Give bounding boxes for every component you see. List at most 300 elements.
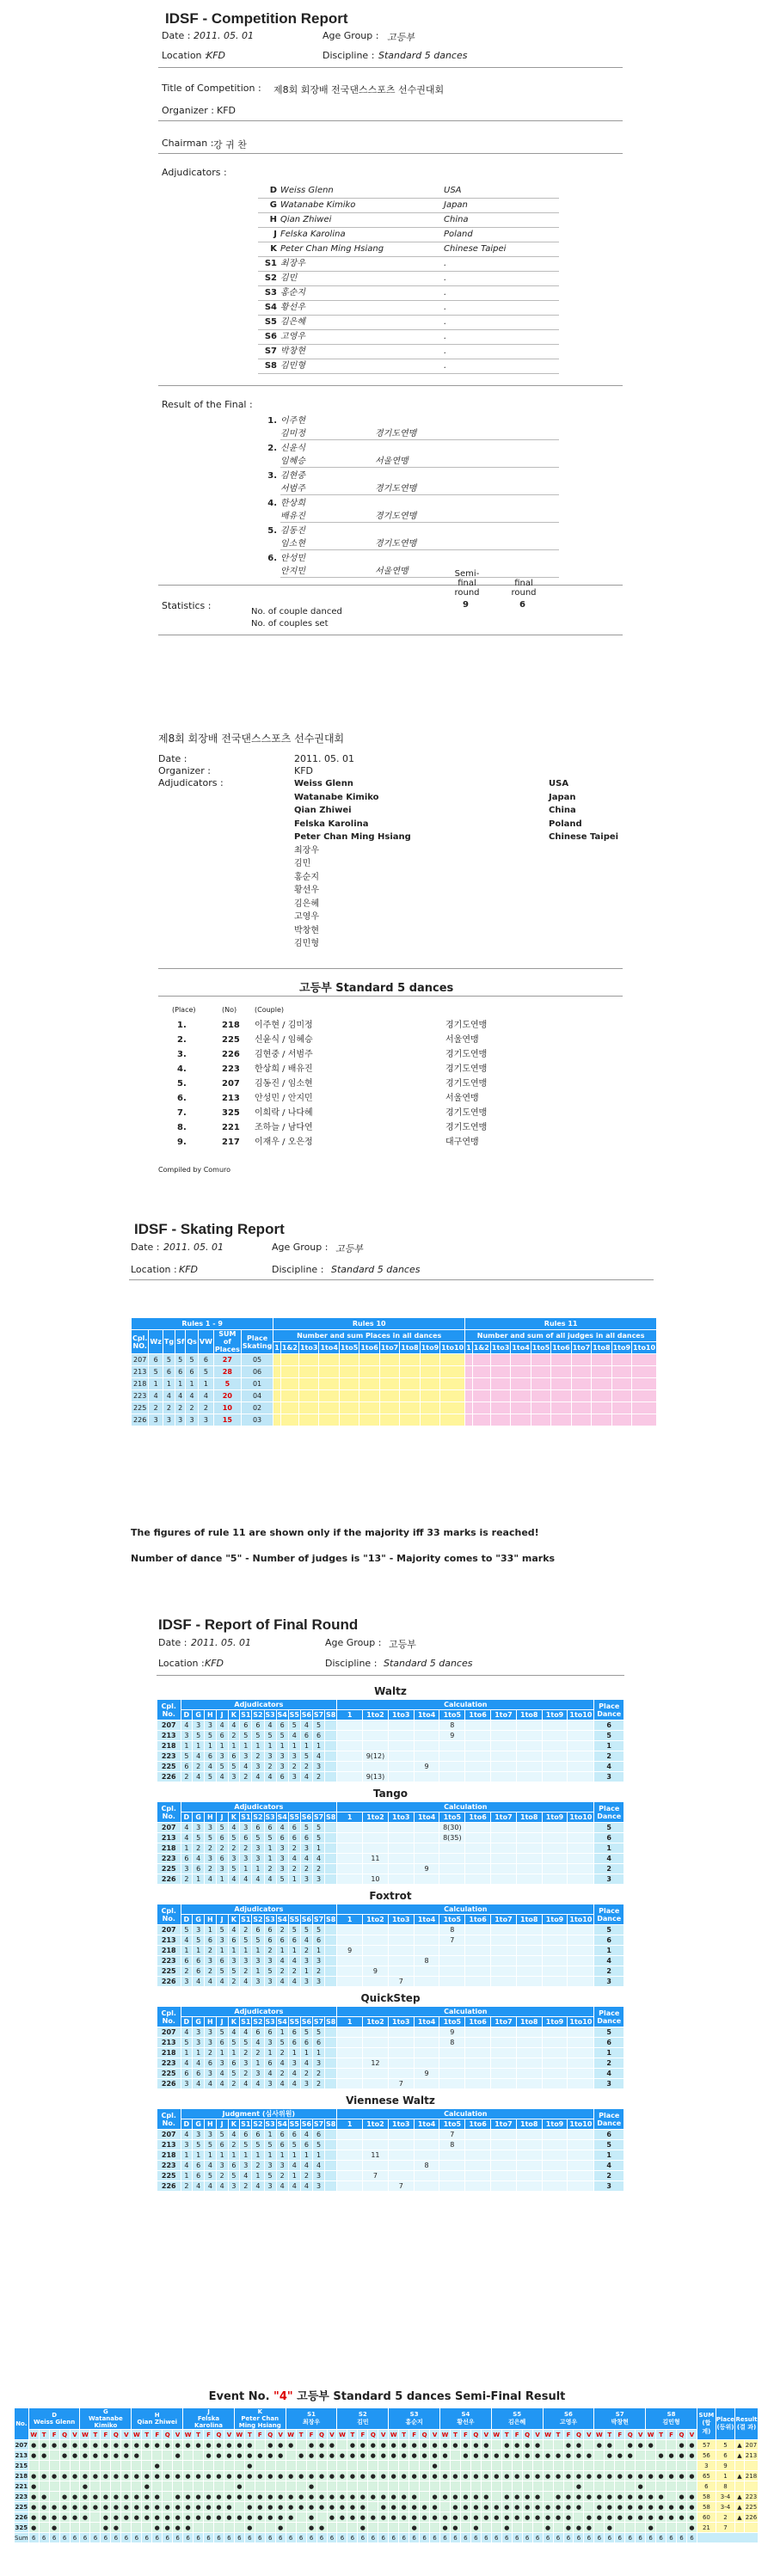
skating-place: 02 <box>241 1402 273 1414</box>
final-range-header: 1to6 <box>465 1915 491 1925</box>
semi-mark-cell <box>132 2461 142 2471</box>
final-mark: 1 <box>181 2171 193 2181</box>
semi-mark-cell <box>368 2461 378 2471</box>
rule-11-cell <box>472 1414 490 1426</box>
rule-10-cell <box>273 1402 281 1414</box>
final-row <box>157 1762 624 1772</box>
final-calc-cell <box>363 1843 389 1854</box>
semi-mark-cell: ● <box>470 2492 481 2502</box>
final-mark: 5 <box>205 1772 217 1782</box>
final-calc-cell <box>439 1762 465 1772</box>
summary-adjudicator-name: 김민형 <box>294 939 319 948</box>
final-mark: 6 <box>252 2130 264 2140</box>
semi-mark-cell: ● <box>121 2471 132 2481</box>
final-mark: 2 <box>276 2069 288 2079</box>
semi-advance-mark: ▲ <box>735 2492 745 2502</box>
rule-11-cell <box>571 1378 591 1390</box>
semi-mark-cell <box>584 2502 594 2512</box>
semi-mark-cell <box>646 2461 656 2471</box>
final-calc-cell <box>337 1720 363 1731</box>
final-judge-header: S7 <box>313 1813 324 1821</box>
final-calc-cell <box>516 2130 542 2140</box>
final-calc-cell <box>414 1966 439 1977</box>
rule-10-cell <box>298 1354 318 1366</box>
final-place-dance: 1 <box>594 1946 624 1956</box>
final-judge-header: S7 <box>313 1916 324 1923</box>
final-calc-cell <box>568 2069 594 2079</box>
semi-dance-letter: W <box>234 2430 244 2440</box>
semi-mark-cell: ● <box>111 2492 121 2502</box>
summary-adjudicator-row <box>294 937 638 951</box>
semi-total-cell: 6 <box>213 2533 224 2543</box>
semi-mark-cell: ● <box>224 2450 234 2461</box>
semi-total-cell: 6 <box>543 2533 553 2543</box>
rule-11-cell <box>511 1354 531 1366</box>
semi-mark-cell: ● <box>213 2440 224 2450</box>
semi-mark-cell: ● <box>512 2492 522 2502</box>
final-calc-cell <box>337 1762 363 1772</box>
semi-judge-header <box>28 2408 80 2430</box>
final-cpl-no: 213 <box>157 1935 181 1946</box>
semi-mark-cell: ● <box>563 2502 574 2512</box>
semi-mark-cell: ● <box>70 2471 80 2481</box>
final-judge-header: G <box>193 2017 205 2027</box>
semi-mark-cell: ● <box>204 2502 214 2512</box>
final-row <box>157 2150 624 2161</box>
final-calc-cell <box>465 2048 491 2058</box>
final-mark: 2 <box>252 2048 264 2058</box>
summary-result-row <box>172 1047 602 1062</box>
semi-mark-cell: ● <box>101 2450 111 2461</box>
final-calc-cell <box>465 1854 491 1864</box>
final-calc-cell <box>337 1874 363 1885</box>
final-calc-cell <box>491 2079 517 2089</box>
final-mark: 1 <box>276 1741 288 1751</box>
semi-mark-cell: ● <box>244 2492 255 2502</box>
semi-total-cell: 6 <box>265 2533 275 2543</box>
final-place-dance: 3 <box>594 2181 624 2192</box>
summary-place: 9. <box>177 1138 187 1147</box>
semi-mark-cell <box>347 2481 358 2492</box>
final-calc-cell <box>363 2161 389 2171</box>
semi-mark-cell: ● <box>59 2502 70 2512</box>
final-result-line-2 <box>280 482 559 495</box>
semi-mark-cell <box>491 2461 501 2471</box>
final-range-header: 1to5 <box>439 1812 465 1823</box>
semi-mark-cell <box>173 2461 183 2471</box>
semi-judge-name: 황선우 <box>457 2419 475 2426</box>
final-mark: 4 <box>216 2181 228 2192</box>
final-row <box>157 1772 624 1782</box>
final-calc-cell <box>363 1741 389 1751</box>
semi-judge-header <box>491 2408 543 2430</box>
final-calc-cell <box>491 1946 517 1956</box>
final-mark: 1 <box>264 2048 276 2058</box>
final-mark: 4 <box>288 2069 300 2079</box>
final-calc-cell <box>439 1772 465 1782</box>
adjudicator-name: 김은혜 <box>280 317 305 327</box>
semi-mark-cell <box>296 2461 306 2471</box>
final-mark: 3 <box>181 1731 193 1741</box>
final-range-header: 1to7 <box>491 1915 517 1925</box>
semi-mark-cell <box>121 2461 132 2471</box>
final-mark: 2 <box>205 1966 217 1977</box>
summary-club: 경기도연맹 <box>445 1050 488 1059</box>
semi-total-cell: 6 <box>481 2533 491 2543</box>
final-calc-cell <box>388 2048 414 2058</box>
semi-mark-cell: ● <box>399 2471 409 2481</box>
final-mark: 3 <box>264 2079 276 2089</box>
final-range-header: 1to5 <box>439 1710 465 1720</box>
semi-mark-cell: ● <box>440 2471 451 2481</box>
semi-total-cell: 6 <box>183 2533 194 2543</box>
semi-total-cell: 6 <box>512 2533 522 2543</box>
final-calc-cell <box>414 2140 439 2150</box>
semi-mark-cell <box>347 2523 358 2533</box>
final-calc-cell <box>414 1751 439 1762</box>
semi-cpl-no: 213 <box>15 2451 28 2459</box>
final-calc-cell <box>414 1772 439 1782</box>
final-range-header: 1to3 <box>388 1915 414 1925</box>
final-calc-cell <box>465 1833 491 1843</box>
result-man: 이주현 <box>280 416 305 426</box>
final-calc-cell <box>414 2038 439 2048</box>
semi-mark-cell: ● <box>183 2440 194 2450</box>
final-calc-cell <box>414 1935 439 1946</box>
semi-mark-cell <box>389 2523 399 2533</box>
semi-row <box>15 2481 759 2492</box>
rule-10-cell <box>400 1402 420 1414</box>
semi-mark-cell: ● <box>296 2502 306 2512</box>
final-place-dance: 1 <box>594 2048 624 2058</box>
final-mark: 6 <box>264 1823 276 1833</box>
semi-mark-cell <box>656 2461 666 2471</box>
title-of-competition-label: Title of Competition : <box>162 83 261 94</box>
summary-adjudicator-name: Watanabe Kimiko <box>294 792 379 802</box>
semi-mark-cell: ● <box>430 2492 440 2502</box>
final-mark: 4 <box>276 1956 288 1966</box>
semi-mark-cell: ● <box>286 2492 296 2502</box>
semi-mark-cell: ● <box>501 2440 512 2450</box>
semi-judge-name: Qian Zhiwei <box>137 2419 177 2426</box>
dance-name: Waltz <box>374 1685 407 1697</box>
semi-mark-cell: ● <box>132 2512 142 2523</box>
semi-place: 3-4 <box>716 2492 734 2502</box>
semi-mark-cell: ● <box>440 2512 451 2523</box>
semi-result <box>744 2523 758 2533</box>
final-calc-cell <box>388 2150 414 2161</box>
dance-name: Tango <box>372 1788 408 1800</box>
semi-dance-letter: V <box>275 2430 286 2440</box>
final-calc-cell <box>439 1874 465 1885</box>
range-header: 1to3 <box>298 1342 318 1354</box>
skating-age-label: Age Group : <box>272 1242 329 1253</box>
semi-total-cell: 6 <box>615 2533 625 2543</box>
semi-mark-cell: ● <box>163 2471 173 2481</box>
final-calc-cell <box>491 2058 517 2069</box>
semi-judge-name: 김은혜 <box>508 2419 526 2426</box>
final-dance-table <box>157 1699 624 1782</box>
rule-10-cell <box>379 1354 399 1366</box>
semi-total-cell: 6 <box>460 2533 470 2543</box>
semi-judge-code: S8 <box>666 2411 676 2418</box>
semi-mark-cell: ● <box>677 2512 687 2523</box>
semi-mark-cell <box>574 2461 584 2471</box>
final-judge-header: J <box>216 1812 228 1823</box>
final-calc-cell <box>363 1946 389 1956</box>
semi-mark-cell <box>574 2512 584 2523</box>
semi-dance-letter: T <box>347 2430 358 2440</box>
final-calc-cell: 7 <box>439 2130 465 2140</box>
final-mark <box>325 1956 337 1966</box>
semi-mark-cell: ● <box>378 2512 389 2523</box>
semi-mark-cell <box>666 2492 677 2502</box>
semi-mark-cell <box>142 2523 152 2533</box>
semi-mark-cell: ● <box>275 2502 286 2512</box>
semi-mark-cell: ● <box>501 2492 512 2502</box>
final-mark: 5 <box>193 1935 205 1946</box>
semi-mark-cell: ● <box>491 2450 501 2461</box>
semi-mark-cell: ● <box>358 2523 368 2533</box>
final-mark: 3 <box>300 1977 312 1987</box>
semi-mark-cell: ● <box>615 2450 625 2461</box>
final-judge-header: S5 <box>289 2120 299 2128</box>
final-range-header: 1to6 <box>465 2017 491 2027</box>
final-mark: 3 <box>181 2140 193 2150</box>
final-calc-cell <box>516 2150 542 2161</box>
final-mark: 3 <box>252 2069 264 2079</box>
semi-total-empty <box>697 2533 758 2543</box>
final-mark: 4 <box>300 2161 312 2171</box>
final-calc-cell <box>388 2161 414 2171</box>
final-range-header: 1to10 <box>568 2017 594 2027</box>
final-calc-cell <box>414 1833 439 1843</box>
semi-mark-cell: ● <box>594 2492 605 2502</box>
semi-mark-cell: ● <box>163 2512 173 2523</box>
final-mark: 2 <box>276 1925 288 1935</box>
final-calc-cell <box>363 1977 389 1987</box>
final-cpl-no: 223 <box>157 1956 181 1966</box>
semi-title-prefix: Event No. <box>208 2390 274 2403</box>
final-mark: 4 <box>228 1823 240 1833</box>
final-mark: 3 <box>181 2079 193 2089</box>
final-judge-header: S1 <box>241 2018 251 2026</box>
semi-mark-cell: ● <box>306 2523 316 2533</box>
final-calc-cell <box>337 2130 363 2140</box>
rule-11-cell <box>531 1402 550 1414</box>
final-calc-cell <box>516 2171 542 2181</box>
rule-11-cell <box>592 1390 611 1402</box>
final-calc-cell <box>363 1864 389 1874</box>
summary-club: 대구연맹 <box>445 1138 479 1147</box>
final-row <box>157 2140 624 2150</box>
adjudicator-list <box>258 184 559 374</box>
semi-mark-cell: ● <box>574 2450 584 2461</box>
final-calc-cell <box>568 1946 594 1956</box>
skating-dance-place: 6 <box>198 1354 213 1366</box>
semi-row <box>15 2471 759 2481</box>
skating-note-2: Number of dance "5" - Number of judges is "13" - Majority comes to "33" marks <box>131 1553 556 1564</box>
final-mark: 6 <box>288 2038 300 2048</box>
final-calc-cell <box>363 1833 389 1843</box>
final-mark <box>325 2171 337 2181</box>
semi-place: 6 <box>716 2450 734 2461</box>
final-mark: 5 <box>228 1966 240 1977</box>
final-mark: 4 <box>288 1977 300 1987</box>
semi-mark-cell <box>213 2523 224 2533</box>
semi-total-cell: 6 <box>625 2533 636 2543</box>
semi-mark-cell <box>111 2461 121 2471</box>
summary-no: 218 <box>222 1021 240 1030</box>
semi-mark-cell: ● <box>152 2471 163 2481</box>
final-place-dance: 2 <box>594 1864 624 1874</box>
final-mark: 5 <box>264 1833 276 1843</box>
final-range-header: 1to4 <box>414 1710 439 1720</box>
semi-mark-cell: ● <box>316 2471 327 2481</box>
semi-mark-cell: ● <box>532 2492 543 2502</box>
semi-total-cell: 6 <box>450 2533 460 2543</box>
skating-dance-place: 1 <box>149 1378 163 1390</box>
final-mark: 1 <box>240 1864 252 1874</box>
semi-mark-cell <box>677 2523 687 2533</box>
rule-10-cell <box>359 1354 379 1366</box>
summary-club: 서울연맹 <box>445 1094 479 1103</box>
final-judge-header: G <box>193 1812 205 1823</box>
final-mark: 3 <box>264 2038 276 2048</box>
semi-mark-cell <box>358 2461 368 2471</box>
semi-mark-cell: ● <box>615 2492 625 2502</box>
final-row <box>157 1935 624 1946</box>
final-mark: 5 <box>193 1731 205 1741</box>
skating-place: 06 <box>241 1366 273 1378</box>
semi-mark-cell: ● <box>420 2450 430 2461</box>
semi-mark-cell: ● <box>101 2440 111 2450</box>
semi-mark-cell <box>224 2481 234 2492</box>
final-row <box>157 1864 624 1874</box>
final-mark: 5 <box>264 1966 276 1977</box>
adjudicator-row <box>258 301 559 316</box>
final-calc-cell: 9 <box>414 2069 439 2079</box>
summary-adjudicator-name: Peter Chan Ming Hsiang <box>294 832 411 842</box>
skating-age-value: 고등부 <box>335 1243 363 1254</box>
final-cpl-no: 225 <box>157 1966 181 1977</box>
semi-mark-cell: ● <box>491 2471 501 2481</box>
final-calc-cell <box>465 1925 491 1935</box>
skating-report-table <box>131 1317 657 1426</box>
semi-mark-cell: ● <box>522 2471 532 2481</box>
final-cpl-no: 207 <box>157 1925 181 1935</box>
final-range-header: 1to8 <box>516 1915 542 1925</box>
final-judge-header: S8 <box>326 1813 336 1821</box>
final-calc-cell <box>568 1762 594 1772</box>
final-mark: 2 <box>252 2161 264 2171</box>
adjudicator-country: . <box>444 332 447 341</box>
final-mark: 5 <box>240 1935 252 1946</box>
rule-10-cell <box>280 1390 298 1402</box>
semi-mark-cell <box>204 2481 214 2492</box>
final-mark: 4 <box>181 1720 193 1731</box>
summary-place: 2. <box>177 1035 187 1045</box>
semi-mark-cell <box>286 2481 296 2492</box>
final-place-dance: 2 <box>594 1966 624 1977</box>
semi-mark-cell: ● <box>337 2512 347 2523</box>
final-calc-cell <box>516 1956 542 1966</box>
semi-judge-code: S6 <box>564 2411 573 2418</box>
semi-mark-cell <box>460 2461 470 2471</box>
final-mark: 4 <box>228 1874 240 1885</box>
final-mark: 1 <box>240 2150 252 2161</box>
semi-total-cell: 6 <box>28 2533 39 2543</box>
semi-mark-cell <box>173 2481 183 2492</box>
semi-mark-cell: ● <box>646 2471 656 2481</box>
semi-mark-cell <box>327 2481 337 2492</box>
semi-dance-letter: T <box>605 2430 615 2440</box>
semi-mark-cell: ● <box>327 2492 337 2502</box>
final-discipline-value: Standard 5 dances <box>384 1658 473 1669</box>
final-round-title: IDSF - Report of Final Round <box>158 1616 359 1633</box>
skating-dance-place: 1 <box>186 1378 199 1390</box>
final-range-header: 1 <box>337 2119 363 2130</box>
semi-judge-code: K <box>257 2408 262 2415</box>
semi-mark-cell: ● <box>430 2440 440 2450</box>
semi-mark-cell: ● <box>286 2502 296 2512</box>
final-mark: 2 <box>193 1843 205 1854</box>
final-calc-cell <box>568 1925 594 1935</box>
semi-mark-cell <box>656 2481 666 2492</box>
semi-mark-cell <box>163 2492 173 2502</box>
semi-mark-cell: ● <box>28 2450 39 2461</box>
rule-10-cell <box>339 1414 359 1426</box>
summary-no: 325 <box>222 1108 240 1118</box>
semi-mark-cell: ● <box>409 2450 420 2461</box>
semi-mark-cell: ● <box>173 2512 183 2523</box>
skating-discipline-label: Discipline : <box>272 1264 324 1275</box>
final-mark: 3 <box>276 1762 288 1772</box>
final-mark: 2 <box>300 1762 312 1772</box>
final-result-line-1 <box>258 414 559 427</box>
semi-mark-cell: ● <box>656 2502 666 2512</box>
adjudicator-code: S3 <box>264 288 277 297</box>
semi-mark-cell: ● <box>605 2492 615 2502</box>
final-calc-cell <box>337 2150 363 2161</box>
final-mark: 6 <box>216 2140 228 2150</box>
final-calc-cell <box>388 1874 414 1885</box>
semi-mark-cell: ● <box>563 2512 574 2523</box>
semi-mark-cell <box>512 2461 522 2471</box>
skating-row <box>132 1390 657 1402</box>
final-calc-cell <box>439 1843 465 1854</box>
semi-total-cell: 6 <box>49 2533 59 2543</box>
final-calc-cell <box>414 2181 439 2192</box>
final-cpl-no: 223 <box>157 2058 181 2069</box>
semi-mark-cell <box>70 2461 80 2471</box>
rule-11-cell <box>611 1366 631 1378</box>
final-calc-cell <box>465 1843 491 1854</box>
semi-sum: 58 <box>697 2502 716 2512</box>
final-mark: 3 <box>300 2079 312 2089</box>
summary-organizer-value: KFD <box>294 765 314 776</box>
final-header-row-2 <box>157 1915 624 1925</box>
rule-11-cell <box>465 1414 473 1426</box>
final-place-dance: 6 <box>594 1935 624 1946</box>
final-mark: 4 <box>205 1977 217 1987</box>
dance-header: Qs <box>186 1330 199 1354</box>
summary-club: 경기도연맹 <box>445 1123 488 1132</box>
final-calc-cell <box>568 1833 594 1843</box>
final-calc-cell <box>465 2058 491 2069</box>
semi-mark-cell <box>80 2461 90 2471</box>
semi-mark-cell: ● <box>59 2512 70 2523</box>
